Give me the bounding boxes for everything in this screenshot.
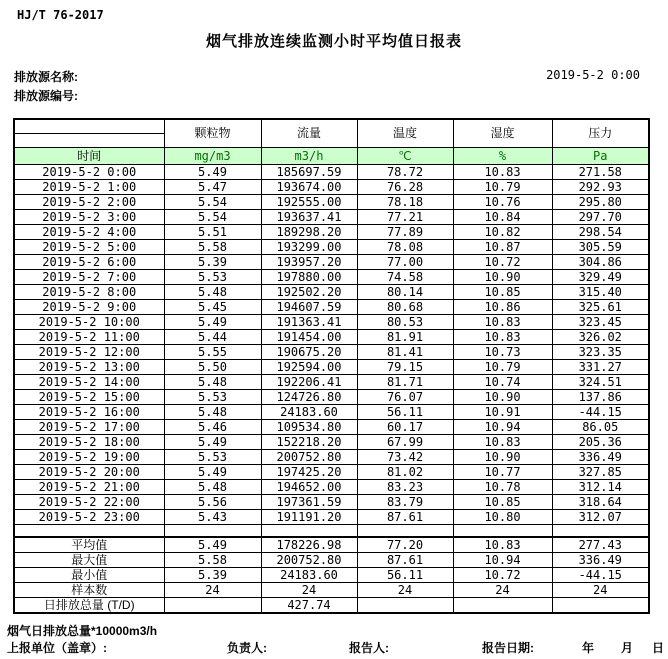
value-cell: 87.61: [357, 553, 453, 568]
time-cell: 2019-5-2 11:00: [14, 329, 164, 344]
table-row: [14, 239, 649, 254]
value-cell: 178226.98: [261, 537, 357, 553]
value-cell: 336.49: [552, 449, 649, 464]
time-header-blank-bottom: [14, 133, 164, 147]
value-cell: 292.93: [552, 179, 649, 194]
value-cell: 5.53: [164, 269, 261, 284]
value-cell: 318.64: [552, 494, 649, 509]
value-cell: 73.42: [357, 449, 453, 464]
value-cell: 200752.80: [261, 553, 357, 568]
summary-rows: [14, 537, 649, 613]
value-cell: 315.40: [552, 284, 649, 299]
time-cell: 2019-5-2 21:00: [14, 479, 164, 494]
summary-row: [14, 598, 649, 614]
time-cell: 2019-5-2 18:00: [14, 434, 164, 449]
value-cell: 205.36: [552, 434, 649, 449]
value-cell: 10.72: [453, 568, 552, 583]
value-cell: 304.86: [552, 254, 649, 269]
unit-flow: m3/h: [261, 147, 357, 164]
value-cell: 24183.60: [261, 568, 357, 583]
value-cell: [357, 598, 453, 614]
time-cell: 2019-5-2 13:00: [14, 359, 164, 374]
col-header-temperature: 温度: [357, 119, 453, 147]
time-cell: 2019-5-2 1:00: [14, 179, 164, 194]
value-cell: -44.15: [552, 568, 649, 583]
table-row: [14, 164, 649, 179]
col-header-humidity: 湿度: [453, 119, 552, 147]
value-cell: 305.59: [552, 239, 649, 254]
value-cell: 5.53: [164, 389, 261, 404]
table-row: [14, 254, 649, 269]
value-cell: 10.90: [453, 449, 552, 464]
value-cell: 10.78: [453, 479, 552, 494]
table-row: [14, 179, 649, 194]
value-cell: 10.79: [453, 359, 552, 374]
value-cell: 24: [164, 583, 261, 598]
value-cell: 5.49: [164, 314, 261, 329]
table-row: [14, 389, 649, 404]
value-cell: 24: [357, 583, 453, 598]
value-cell: 271.58: [552, 164, 649, 179]
value-cell: 79.15: [357, 359, 453, 374]
value-cell: 81.71: [357, 374, 453, 389]
value-cell: 77.21: [357, 209, 453, 224]
value-cell: 5.56: [164, 494, 261, 509]
value-cell: [453, 598, 552, 614]
value-cell: 5.53: [164, 449, 261, 464]
table-row: [14, 224, 649, 239]
value-cell: 78.72: [357, 164, 453, 179]
time-header-blank-top: [14, 119, 164, 133]
value-cell: 5.48: [164, 404, 261, 419]
value-cell: 10.90: [453, 269, 552, 284]
value-cell: 5.50: [164, 359, 261, 374]
value-cell: 5.55: [164, 344, 261, 359]
value-cell: 191191.20: [261, 509, 357, 524]
value-cell: 83.79: [357, 494, 453, 509]
table-row: [14, 449, 649, 464]
table-row: [14, 269, 649, 284]
value-cell: 5.48: [164, 284, 261, 299]
value-cell: 327.85: [552, 464, 649, 479]
time-cell: 2019-5-2 3:00: [14, 209, 164, 224]
summary-label-cell: 最小值: [14, 568, 164, 583]
value-cell: 137.86: [552, 389, 649, 404]
col-header-pressure: 压力: [552, 119, 649, 147]
standard-code: HJ/T 76-2017: [17, 8, 104, 22]
value-cell: 77.20: [357, 537, 453, 553]
value-cell: 5.43: [164, 509, 261, 524]
value-cell: 193299.00: [261, 239, 357, 254]
value-cell: 297.70: [552, 209, 649, 224]
time-cell: 2019-5-2 19:00: [14, 449, 164, 464]
table-row: [14, 284, 649, 299]
value-cell: 324.51: [552, 374, 649, 389]
value-cell: -44.15: [552, 404, 649, 419]
time-cell: 2019-5-2 4:00: [14, 224, 164, 239]
table-row: [14, 344, 649, 359]
table-row: [14, 329, 649, 344]
value-cell: 5.48: [164, 374, 261, 389]
value-cell: 323.35: [552, 344, 649, 359]
value-cell: 192502.20: [261, 284, 357, 299]
value-cell: 193674.00: [261, 179, 357, 194]
unit-temperature: ℃: [357, 147, 453, 164]
value-cell: 10.91: [453, 404, 552, 419]
value-cell: 10.83: [453, 314, 552, 329]
value-cell: 10.94: [453, 553, 552, 568]
value-cell: 81.91: [357, 329, 453, 344]
value-cell: 427.74: [261, 598, 357, 614]
value-cell: 76.07: [357, 389, 453, 404]
value-cell: 189298.20: [261, 224, 357, 239]
value-cell: 76.28: [357, 179, 453, 194]
emission-source-code-label: 排放源编号:: [14, 89, 78, 103]
table-row: [14, 374, 649, 389]
page-title: 烟气排放连续监测小时平均值日报表: [205, 33, 462, 50]
value-cell: 191454.00: [261, 329, 357, 344]
data-rows: [14, 164, 649, 524]
value-cell: 5.45: [164, 299, 261, 314]
value-cell: 194607.59: [261, 299, 357, 314]
value-cell: [164, 598, 261, 614]
table-row: [14, 479, 649, 494]
summary-row: [14, 553, 649, 568]
table-row: [14, 464, 649, 479]
unit-particulate: mg/m3: [164, 147, 261, 164]
value-cell: 5.58: [164, 239, 261, 254]
value-cell: 193957.20: [261, 254, 357, 269]
value-cell: 10.85: [453, 284, 552, 299]
value-cell: 190675.20: [261, 344, 357, 359]
value-cell: 5.46: [164, 419, 261, 434]
hourly-average-table: [13, 118, 650, 614]
value-cell: 10.79: [453, 179, 552, 194]
value-cell: 197880.00: [261, 269, 357, 284]
value-cell: 5.44: [164, 329, 261, 344]
time-cell: 2019-5-2 5:00: [14, 239, 164, 254]
value-cell: 5.49: [164, 464, 261, 479]
table-row: [14, 359, 649, 374]
table-row: [14, 194, 649, 209]
value-cell: 10.84: [453, 209, 552, 224]
col-header-flow: 流量: [261, 119, 357, 147]
value-cell: 10.76: [453, 194, 552, 209]
value-cell: 80.14: [357, 284, 453, 299]
signature-line: [0, 639, 668, 655]
value-cell: 10.83: [453, 164, 552, 179]
value-cell: 24183.60: [261, 404, 357, 419]
value-cell: 192206.41: [261, 374, 357, 389]
value-cell: 5.49: [164, 434, 261, 449]
value-cell: 56.11: [357, 568, 453, 583]
unit-pressure: Pa: [552, 147, 649, 164]
value-cell: 24: [261, 583, 357, 598]
value-cell: 56.11: [357, 404, 453, 419]
value-cell: 325.61: [552, 299, 649, 314]
reporter-label: 报告人:: [349, 641, 389, 655]
value-cell: 5.51: [164, 224, 261, 239]
time-column-header: 时间: [14, 147, 164, 164]
value-cell: 194652.00: [261, 479, 357, 494]
value-cell: 326.02: [552, 329, 649, 344]
report-unit-label: 上报单位（盖章）:: [7, 641, 107, 655]
value-cell: 5.54: [164, 209, 261, 224]
value-cell: 83.23: [357, 479, 453, 494]
value-cell: 5.58: [164, 553, 261, 568]
value-cell: 5.54: [164, 194, 261, 209]
table-row: [14, 314, 649, 329]
value-cell: 10.74: [453, 374, 552, 389]
month-label: 月: [621, 641, 634, 655]
time-cell: 2019-5-2 17:00: [14, 419, 164, 434]
value-cell: 312.14: [552, 479, 649, 494]
value-cell: 10.87: [453, 239, 552, 254]
value-cell: 193637.41: [261, 209, 357, 224]
summary-row: [14, 583, 649, 598]
value-cell: 124726.80: [261, 389, 357, 404]
value-cell: 192555.00: [261, 194, 357, 209]
value-cell: 80.68: [357, 299, 453, 314]
value-cell: 109534.80: [261, 419, 357, 434]
summary-label-cell: 样本数: [14, 583, 164, 598]
time-cell: 2019-5-2 22:00: [14, 494, 164, 509]
table-row: [14, 434, 649, 449]
value-cell: 87.61: [357, 509, 453, 524]
col-header-particulate: 颗粒物: [164, 119, 261, 147]
value-cell: 295.80: [552, 194, 649, 209]
report-datetime: 2019-5-2 0:00: [546, 68, 640, 82]
value-cell: 312.07: [552, 509, 649, 524]
table-header: [14, 119, 649, 164]
time-cell: 2019-5-2 12:00: [14, 344, 164, 359]
value-cell: 10.73: [453, 344, 552, 359]
value-cell: 67.99: [357, 434, 453, 449]
table-row: [14, 419, 649, 434]
value-cell: 24: [552, 583, 649, 598]
value-cell: 86.05: [552, 419, 649, 434]
value-cell: 329.49: [552, 269, 649, 284]
value-cell: 10.90: [453, 389, 552, 404]
value-cell: 74.58: [357, 269, 453, 284]
value-cell: 5.49: [164, 537, 261, 553]
time-cell: 2019-5-2 20:00: [14, 464, 164, 479]
time-cell: 2019-5-2 0:00: [14, 164, 164, 179]
summary-row: [14, 537, 649, 553]
value-cell: 152218.20: [261, 434, 357, 449]
report-date-label: 报告日期:: [482, 641, 534, 655]
value-cell: 10.83: [453, 537, 552, 553]
time-cell: 2019-5-2 7:00: [14, 269, 164, 284]
time-cell: 2019-5-2 16:00: [14, 404, 164, 419]
value-cell: 10.83: [453, 329, 552, 344]
value-cell: 331.27: [552, 359, 649, 374]
summary-label-cell: 最大值: [14, 553, 164, 568]
time-cell: 2019-5-2 6:00: [14, 254, 164, 269]
time-cell: 2019-5-2 2:00: [14, 194, 164, 209]
value-cell: 10.82: [453, 224, 552, 239]
value-cell: 10.77: [453, 464, 552, 479]
value-cell: 78.08: [357, 239, 453, 254]
value-cell: 336.49: [552, 553, 649, 568]
value-cell: 5.47: [164, 179, 261, 194]
time-cell: 2019-5-2 10:00: [14, 314, 164, 329]
value-cell: 10.83: [453, 434, 552, 449]
responsible-label: 负责人:: [227, 641, 267, 655]
summary-row: [14, 568, 649, 583]
value-cell: 197425.20: [261, 464, 357, 479]
value-cell: 298.54: [552, 224, 649, 239]
value-cell: 60.17: [357, 419, 453, 434]
value-cell: 5.49: [164, 164, 261, 179]
summary-label-cell: 日排放总量 (T/D): [14, 598, 164, 614]
value-cell: 81.02: [357, 464, 453, 479]
value-cell: 80.53: [357, 314, 453, 329]
unit-humidity: %: [453, 147, 552, 164]
value-cell: 192594.00: [261, 359, 357, 374]
time-cell: 2019-5-2 15:00: [14, 389, 164, 404]
time-cell: 2019-5-2 9:00: [14, 299, 164, 314]
table-row: [14, 494, 649, 509]
time-cell: 2019-5-2 23:00: [14, 509, 164, 524]
value-cell: 277.43: [552, 537, 649, 553]
value-cell: 10.85: [453, 494, 552, 509]
table-row: [14, 209, 649, 224]
total-emission-note: 烟气日排放总量*10000m3/h: [7, 624, 158, 638]
value-cell: 81.41: [357, 344, 453, 359]
value-cell: 10.72: [453, 254, 552, 269]
table-row: [14, 404, 649, 419]
value-cell: 200752.80: [261, 449, 357, 464]
emission-source-name-label: 排放源名称:: [14, 70, 78, 84]
year-label: 年: [582, 641, 595, 655]
value-cell: 77.00: [357, 254, 453, 269]
table-row: [14, 509, 649, 524]
time-cell: 2019-5-2 14:00: [14, 374, 164, 389]
value-cell: 323.45: [552, 314, 649, 329]
time-cell: 2019-5-2 8:00: [14, 284, 164, 299]
day-label: 日: [652, 641, 665, 655]
value-cell: 78.18: [357, 194, 453, 209]
value-cell: 10.94: [453, 419, 552, 434]
value-cell: 5.48: [164, 479, 261, 494]
table-row: [14, 299, 649, 314]
spacer-row: [14, 524, 649, 537]
value-cell: 5.39: [164, 568, 261, 583]
value-cell: 197361.59: [261, 494, 357, 509]
value-cell: 77.89: [357, 224, 453, 239]
value-cell: 10.80: [453, 509, 552, 524]
value-cell: 5.39: [164, 254, 261, 269]
summary-label-cell: 平均值: [14, 537, 164, 553]
value-cell: 24: [453, 583, 552, 598]
value-cell: 10.86: [453, 299, 552, 314]
value-cell: 185697.59: [261, 164, 357, 179]
value-cell: [552, 598, 649, 614]
value-cell: 191363.41: [261, 314, 357, 329]
